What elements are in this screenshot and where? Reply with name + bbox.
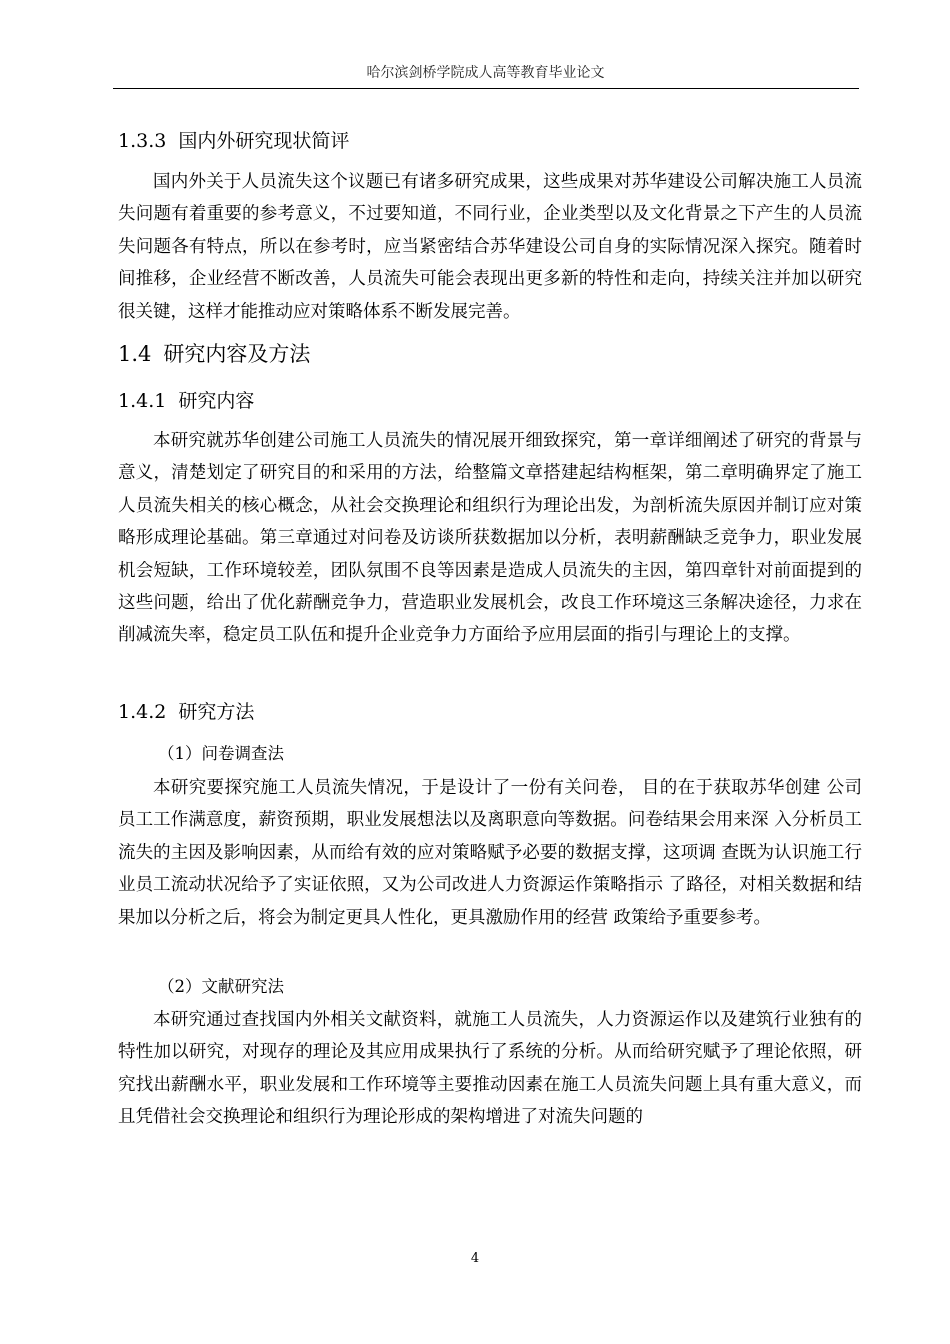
heading-1-4: [118, 341, 310, 367]
running-header: 哈尔滨剑桥学院成人高等教育毕业论文: [366, 65, 605, 81]
heading-1-3-3: [118, 129, 349, 153]
method-1-label: （1）问卷调查法: [158, 744, 284, 763]
heading-1-4-2: [118, 700, 254, 724]
method-2-label: （2）文献研究法: [158, 977, 284, 996]
header-rule: [113, 88, 859, 89]
heading-title: 研究内容: [178, 390, 255, 412]
heading-1-4-1: [118, 389, 254, 413]
heading-title: 研究内容及方法: [163, 342, 311, 366]
paragraph-research-content: 本研究就苏华创建公司施工人员流失的情况展开细致探究，第一章详细阐述了研究的背景与意义，清楚划定了研究目的和采用的方法，给整篇文章搭建起结构框架，第二章明确界定了施工人员流失相关的核心概念，从社会交换理论和组织行为理论出发，为剖析流失原因并制订应对策略形成理论基础。第三章通过对问卷及访谈所获数据加以分析，表明薪酬缺乏竞争力，职业发展机会短缺，工作环境较差，团队氛围不良等因素是造成人员流失的主因，第四章针对前面提到的这些问题，给出了优化薪酬竞争力，营造职业发展机会，改良工作环境这三条解决途径，力求在削减流失率，稳定员工队伍和提升企业竞争力方面给予应用层面的指引与理论上的支撑。: [118, 431, 862, 646]
heading-title: 国内外研究现状简评: [178, 130, 350, 152]
heading-number: 1.4.1: [118, 390, 167, 412]
paragraph-questionnaire: 本研究要探究施工人员流失情况，于是设计了一份有关问卷， 目的在于获取苏华创建 公司员工工作满意度，薪资预期，职业发展想法以及离职意向等数据。问卷结果会用来深 入分析员工流失的主因及影响因素，从而给有效的应对策略赋予必要的数据支撑，这项调 查既为认识施工行业员工流动状况给予了实证依照，又为公司改进人力资源运作策略指示 了路径，对相关数据和结果加以分析之后，将会为制定更具人性化，更具激励作用的经营 政策给予重要参考。: [118, 778, 862, 928]
paragraph-review: 国内外关于人员流失这个议题已有诸多研究成果，这些成果对苏华建设公司解决施工人员流失问题有着重要的参考意义，不过要知道，不同行业，企业类型以及文化背景之下产生的人员流失问题各有特点，所以在参考时，应当紧密结合苏华建设公司自身的实际情况深入探究。随着时间推移，企业经营不断改善，人员流失可能会表现出更多新的特性和走向，持续关注并加以研究很关键，这样才能推动应对策略体系不断发展完善。: [118, 172, 862, 322]
page-number: 4: [470, 1251, 480, 1266]
heading-title: 研究方法: [178, 701, 255, 723]
heading-number: 1.3.3: [118, 130, 167, 152]
heading-number: 1.4: [118, 342, 152, 366]
heading-number: 1.4.2: [118, 701, 167, 723]
paragraph-literature: 本研究通过查找国内外相关文献资料，就施工人员流失，人力资源运作以及建筑行业独有的特性加以研究，对现存的理论及其应用成果执行了系统的分析。从而给研究赋予了理论依照，研究找出薪酬水平，职业发展和工作环境等主要推动因素在施工人员流失问题上具有重大意义，而且凭借社会交换理论和组织行为理论形成的架构增进了对流失问题的: [118, 1010, 862, 1128]
